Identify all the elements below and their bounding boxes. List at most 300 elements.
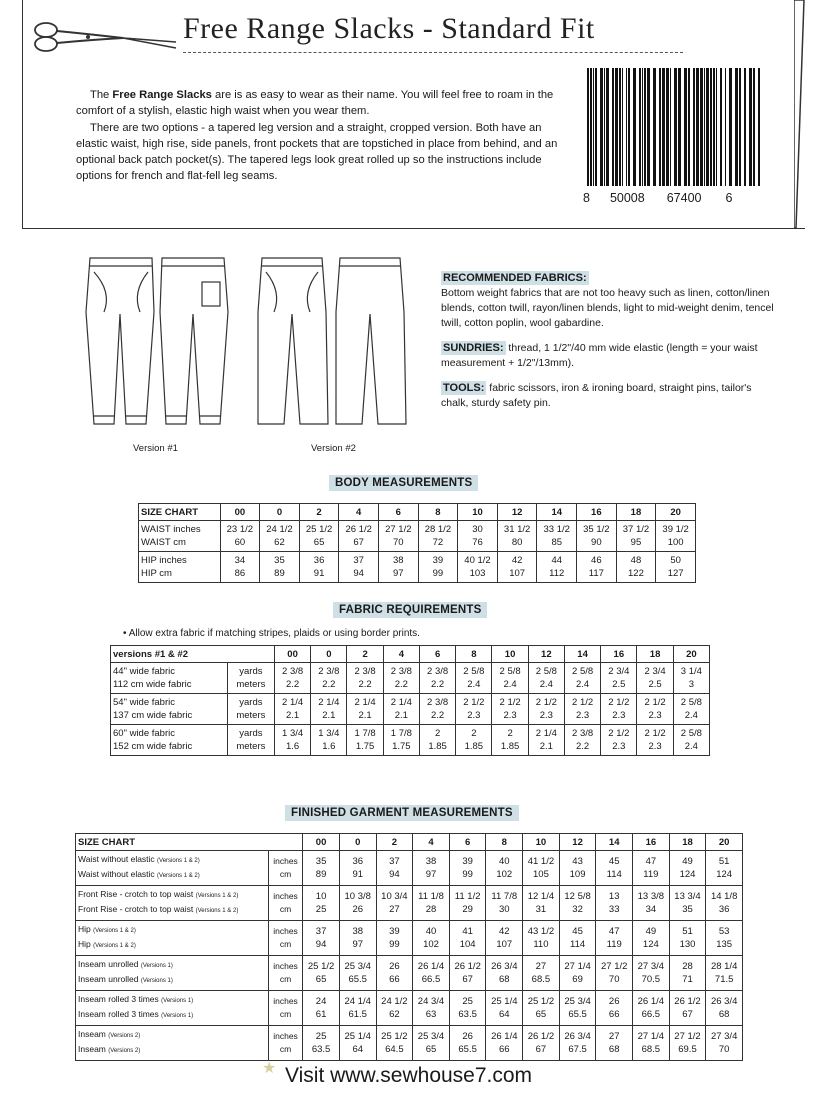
size-header: 00 — [220, 504, 260, 521]
measurement-cell: 26 1/2 67 — [449, 956, 486, 991]
barcode-bar — [633, 68, 636, 186]
table-row — [111, 694, 710, 725]
measurement-cell: 51 130 — [669, 921, 706, 956]
barcode-bar — [587, 68, 589, 186]
yardage-cell: 2 3/4 2.5 — [637, 663, 673, 694]
measurement-cell: 26 3/4 67.5 — [559, 1026, 596, 1061]
measurement-cell: 50 127 — [656, 552, 696, 583]
measurement-cell: 27 1/2 70 — [596, 956, 633, 991]
yardage-cell: 2 1/2 2.3 — [637, 725, 673, 756]
version-note: (Versions 2) — [108, 1048, 141, 1054]
measurement-cell: 36 91 — [339, 851, 376, 886]
version1-back-drawing — [160, 258, 228, 424]
measurement-cell: 25 3/4 65 — [413, 1026, 450, 1061]
size-header: 12 — [497, 504, 537, 521]
scissors-icon — [28, 18, 178, 58]
yardage-cell: 2 3/8 2.2 — [419, 663, 455, 694]
measurement-cell: 31 1/2 80 — [497, 521, 537, 552]
header-row — [139, 504, 696, 521]
measurement-cell: 26 66 — [596, 991, 633, 1026]
fabric-requirements-table — [110, 645, 710, 756]
size-header: 4 — [413, 834, 450, 851]
recommended-fabrics-text: Bottom weight fabrics that are not too heavy such as linen, cotton/linen blends, cotton twill, rayon/linen blends, light to mid-weight denim, tencel twill, cotton poplin, wool gabardine. — [441, 287, 774, 329]
measurement-cell: 24 3/4 63 — [413, 991, 450, 1026]
measurement-cell: 28 1/4 71.5 — [706, 956, 743, 991]
recommended-fabrics-block — [441, 271, 781, 331]
table-row — [76, 991, 743, 1026]
table-row — [76, 921, 743, 956]
barcode-bar — [595, 68, 597, 186]
measurement-cell: 13 3/8 34 — [633, 886, 670, 921]
yardage-cell: 2 5/8 2.4 — [528, 663, 564, 694]
size-header: 8 — [418, 504, 458, 521]
measurement-cell: 26 3/4 68 — [486, 956, 523, 991]
size-header: 10 — [523, 834, 560, 851]
barcode-bar — [710, 68, 712, 186]
measurement-cell: 27 1/2 70 — [378, 521, 418, 552]
size-header: 12 — [528, 646, 564, 663]
measurement-cell: 24 1/2 62 — [260, 521, 300, 552]
measurement-cell: 13 3/4 35 — [669, 886, 706, 921]
yardage-cell: 1 7/8 1.75 — [347, 725, 383, 756]
fabric-width-label: 60" wide fabric 152 cm wide fabric — [111, 725, 228, 756]
barcode-bar — [662, 68, 665, 186]
version-note: (Versions 1) — [161, 1013, 194, 1019]
barcode-bar — [626, 68, 627, 186]
intro-text — [76, 87, 571, 185]
version-note: (Versions 1 & 2) — [93, 943, 136, 949]
size-header: 2 — [347, 646, 383, 663]
measurement-cell: 40 1/2 103 — [458, 552, 498, 583]
measurement-cell: 45 114 — [559, 921, 596, 956]
yardage-cell: 1 7/8 1.75 — [383, 725, 419, 756]
measurement-cell: 26 1/2 67 — [339, 521, 379, 552]
row-label: Waist without elastic (Versions 1 & 2) Waist without elastic (Versions 1 & 2) — [76, 851, 269, 886]
measurement-cell: 23 1/2 60 — [220, 521, 260, 552]
measurement-cell: 47 119 — [596, 921, 633, 956]
unit-label: yards meters — [227, 663, 274, 694]
barcode-bar — [693, 68, 695, 186]
yardage-cell: 2 1/4 2.1 — [528, 725, 564, 756]
yardage-cell: 2 1.85 — [456, 725, 492, 756]
body-measurements-title: BODY MEASUREMENTS — [329, 475, 478, 491]
barcode-bar — [688, 68, 690, 186]
star-icon: ★ — [262, 1060, 277, 1077]
size-header: 18 — [669, 834, 706, 851]
measurement-cell: 25 3/4 65.5 — [339, 956, 376, 991]
measurement-cell: 45 114 — [596, 851, 633, 886]
version-note: (Versions 1) — [140, 978, 173, 984]
measurement-cell: 13 33 — [596, 886, 633, 921]
barcode-bar — [647, 68, 650, 186]
unit-label: inches cm — [268, 886, 302, 921]
size-header: 12 — [559, 834, 596, 851]
yardage-cell: 2 3/8 2.2 — [311, 663, 347, 694]
barcode-bar — [622, 68, 623, 186]
measurement-cell: 38 97 — [378, 552, 418, 583]
table-row — [139, 552, 696, 583]
page-title: Free Range Slacks - Standard Fit — [183, 12, 595, 45]
measurement-cell: 24 1/4 61.5 — [339, 991, 376, 1026]
measurement-cell: 28 71 — [669, 956, 706, 991]
measurement-cell: 27 1/4 69 — [559, 956, 596, 991]
size-header: 20 — [673, 646, 709, 663]
barcode-digit-group: 6 — [725, 191, 733, 205]
measurement-cell: 25 3/4 65.5 — [559, 991, 596, 1026]
size-chart-header: SIZE CHART — [139, 504, 221, 521]
unit-label: inches cm — [268, 991, 302, 1026]
fabric-width-label: 54" wide fabric 137 cm wide fabric — [111, 694, 228, 725]
measurement-cell: 49 124 — [669, 851, 706, 886]
yardage-cell: 2 1/4 2.1 — [383, 694, 419, 725]
size-header: 6 — [419, 646, 455, 663]
yardage-cell: 2 1/4 2.1 — [311, 694, 347, 725]
barcode-bar — [696, 68, 699, 186]
size-header: 10 — [458, 504, 498, 521]
measurement-cell: 27 1/2 69.5 — [669, 1026, 706, 1061]
yardage-cell: 2 1/4 2.1 — [274, 694, 310, 725]
measurement-cell: 26 66 — [376, 956, 413, 991]
table-row — [76, 851, 743, 886]
barcode-bar — [653, 68, 656, 186]
measurement-cell: 27 68 — [596, 1026, 633, 1061]
fabric-note: • Allow extra fabric if matching stripes, plaids or using border prints. — [123, 628, 420, 639]
size-header: 8 — [456, 646, 492, 663]
barcode-bar — [729, 68, 732, 186]
size-header: 00 — [303, 834, 340, 851]
size-header: 18 — [637, 646, 673, 663]
yardage-cell: 2 5/8 2.4 — [492, 663, 528, 694]
barcode-bar — [593, 68, 594, 186]
size-header: 0 — [339, 834, 376, 851]
size-header: 0 — [260, 504, 300, 521]
barcode-digit-group: 50008 — [609, 191, 645, 205]
measurement-cell: 37 94 — [339, 552, 379, 583]
version-note: (Versions 1) — [161, 998, 194, 1004]
yardage-cell: 2 1/2 2.3 — [456, 694, 492, 725]
yardage-cell: 2 3/4 2.5 — [601, 663, 637, 694]
barcode-bar — [720, 68, 722, 186]
measurement-cell: 35 1/2 90 — [577, 521, 617, 552]
size-header: 6 — [378, 504, 418, 521]
envelope-flap-edge — [794, 0, 806, 228]
measurement-cell: 11 1/2 29 — [449, 886, 486, 921]
measurement-cell: 26 1/2 67 — [523, 1026, 560, 1061]
barcode-bar — [644, 68, 646, 186]
measurement-cell: 38 97 — [339, 921, 376, 956]
yardage-cell: 2 1/2 2.3 — [601, 694, 637, 725]
row-label: Front Rise - crotch to top waist (Versions 1 & 2) Front Rise - crotch to top waist (Versions 1 & 2) — [76, 886, 269, 921]
size-header: 16 — [601, 646, 637, 663]
barcode-bar — [700, 68, 703, 186]
version2-front-drawing — [258, 258, 328, 424]
version2-back-drawing — [336, 258, 406, 424]
barcode-bar — [590, 68, 592, 186]
row-label: HIP inches HIP cm — [139, 552, 221, 583]
yardage-cell: 1 3/4 1.6 — [311, 725, 347, 756]
barcode-bar — [749, 68, 752, 186]
yardage-cell: 2 3/8 2.2 — [347, 663, 383, 694]
measurement-cell: 41 1/2 105 — [523, 851, 560, 886]
version-note: (Versions 1 & 2) — [157, 858, 200, 864]
measurement-cell: 27 3/4 70 — [706, 1026, 743, 1061]
version2-label: Version #2 — [311, 443, 356, 454]
barcode-bar — [735, 68, 738, 186]
tools-text: fabric scissors, iron & ironing board, straight pins, tailor's chalk, sturdy safety pin. — [441, 382, 752, 409]
barcode-bar — [674, 68, 677, 186]
unit-label: yards meters — [227, 725, 274, 756]
table-row — [139, 521, 696, 552]
version-note: (Versions 1 & 2) — [195, 893, 239, 899]
measurement-cell: 12 5/8 32 — [559, 886, 596, 921]
barcode-bar — [628, 68, 630, 186]
measurement-cell: 51 124 — [706, 851, 743, 886]
size-header: 00 — [274, 646, 310, 663]
barcode-bar — [659, 68, 661, 186]
size-header: 2 — [299, 504, 339, 521]
yardage-cell: 2 3/8 2.2 — [274, 663, 310, 694]
measurement-cell: 10 25 — [303, 886, 340, 921]
size-header: 18 — [616, 504, 656, 521]
measurement-cell: 35 89 — [260, 552, 300, 583]
barcode-bar — [642, 68, 643, 186]
measurement-cell: 40 102 — [413, 921, 450, 956]
size-header: 14 — [596, 834, 633, 851]
measurement-cell: 25 1/4 64 — [486, 991, 523, 1026]
versions-header: versions #1 & #2 — [111, 646, 275, 663]
measurement-cell: 43 109 — [559, 851, 596, 886]
barcode-bar — [713, 68, 715, 186]
yardage-cell: 2 1/2 2.3 — [492, 694, 528, 725]
measurement-cell: 24 1/2 62 — [376, 991, 413, 1026]
title-divider — [183, 52, 683, 53]
measurement-cell: 39 1/2 100 — [656, 521, 696, 552]
finished-garment-table — [75, 833, 743, 1061]
yardage-cell: 2 1/2 2.3 — [564, 694, 600, 725]
barcode-bar — [739, 68, 741, 186]
body-measurements-table — [138, 503, 696, 583]
tools-heading: TOOLS: — [443, 382, 485, 394]
measurement-cell: 25 63.5 — [449, 991, 486, 1026]
barcode-bar — [758, 68, 760, 186]
measurement-cell: 36 91 — [299, 552, 339, 583]
measurement-cell: 53 135 — [706, 921, 743, 956]
unit-label: yards meters — [227, 694, 274, 725]
sundries-heading: SUNDRIES: — [443, 342, 504, 354]
recommended-fabrics-heading: RECOMMENDED FABRICS: — [443, 272, 587, 284]
yardage-cell: 3 1/4 3 — [673, 663, 709, 694]
header-row — [111, 646, 710, 663]
size-header: 4 — [383, 646, 419, 663]
measurement-cell: 11 1/8 28 — [413, 886, 450, 921]
measurement-cell: 38 97 — [413, 851, 450, 886]
measurement-cell: 24 61 — [303, 991, 340, 1026]
measurement-cell: 46 117 — [577, 552, 617, 583]
measurement-cell: 39 99 — [376, 921, 413, 956]
measurement-cell: 35 89 — [303, 851, 340, 886]
measurement-cell: 30 76 — [458, 521, 498, 552]
measurement-cell: 26 1/4 66.5 — [413, 956, 450, 991]
yardage-cell: 2 1.85 — [492, 725, 528, 756]
table-row — [76, 956, 743, 991]
barcode-digit-group: 8 — [583, 191, 590, 205]
measurement-cell: 11 7/8 30 — [486, 886, 523, 921]
finished-garment-title: FINISHED GARMENT MEASUREMENTS — [285, 805, 519, 821]
header-row — [76, 834, 743, 851]
yardage-cell: 2 5/8 2.4 — [673, 694, 709, 725]
technical-drawings — [82, 252, 422, 437]
yardage-cell: 2 5/8 2.4 — [673, 725, 709, 756]
measurement-cell: 39 99 — [449, 851, 486, 886]
size-header: 20 — [656, 504, 696, 521]
yardage-cell: 2 3/8 2.2 — [419, 694, 455, 725]
size-header: 2 — [376, 834, 413, 851]
table-row — [111, 663, 710, 694]
sundries-text: thread, 1 1/2"/40 mm wide elastic (length = your waist measurement + 1/2"/13mm). — [441, 342, 758, 369]
sundries-block — [441, 341, 781, 371]
version1-front-drawing — [86, 258, 154, 424]
row-label: Inseam unrolled (Versions 1) Inseam unrolled (Versions 1) — [76, 956, 269, 991]
barcode-bar — [606, 68, 609, 186]
size-header: 6 — [449, 834, 486, 851]
yardage-cell: 2 3/8 2.2 — [383, 663, 419, 694]
barcode — [585, 68, 765, 190]
yardage-cell: 2 1/2 2.3 — [528, 694, 564, 725]
version-note: (Versions 1 & 2) — [195, 908, 239, 914]
unit-label: inches cm — [268, 1026, 302, 1061]
yardage-cell: 2 3/8 2.2 — [564, 725, 600, 756]
version-note: (Versions 1 & 2) — [157, 873, 200, 879]
unit-label: inches cm — [268, 921, 302, 956]
size-header: 20 — [706, 834, 743, 851]
size-header: 16 — [633, 834, 670, 851]
yardage-cell: 2 5/8 2.4 — [456, 663, 492, 694]
barcode-bar — [666, 68, 669, 186]
measurement-cell: 26 65.5 — [449, 1026, 486, 1061]
size-header: 16 — [577, 504, 617, 521]
measurement-cell: 12 1/4 31 — [523, 886, 560, 921]
version-note: (Versions 1 & 2) — [93, 928, 136, 934]
barcode-bar — [704, 68, 705, 186]
size-header: 8 — [486, 834, 523, 851]
yardage-cell: 1 3/4 1.6 — [274, 725, 310, 756]
size-header: 14 — [564, 646, 600, 663]
measurement-cell: 37 94 — [303, 921, 340, 956]
measurement-cell: 14 1/8 36 — [706, 886, 743, 921]
barcode-bar — [753, 68, 755, 186]
measurement-cell: 25 63.5 — [303, 1026, 340, 1061]
barcode-bar — [619, 68, 621, 186]
measurement-cell: 37 94 — [376, 851, 413, 886]
barcode-bar — [615, 68, 618, 186]
measurement-cell: 27 68.5 — [523, 956, 560, 991]
measurement-cell: 28 1/2 72 — [418, 521, 458, 552]
barcode-bar — [600, 68, 603, 186]
table-row — [76, 886, 743, 921]
measurement-cell: 33 1/2 85 — [537, 521, 577, 552]
unit-label: inches cm — [268, 956, 302, 991]
version-note: (Versions 1) — [140, 963, 173, 969]
row-label: Inseam rolled 3 times (Versions 1) Inseam rolled 3 times (Versions 1) — [76, 991, 269, 1026]
yardage-cell: 2 5/8 2.4 — [564, 663, 600, 694]
measurement-cell: 25 1/2 65 — [299, 521, 339, 552]
intro-paragraph-1: The Free Range Slacks are is as easy to wear as their name. You will feel free to roam in the comfort of a stylish, elastic high waist when you wear them. — [76, 89, 554, 118]
size-header: 14 — [537, 504, 577, 521]
measurement-cell: 47 119 — [633, 851, 670, 886]
yardage-cell: 2 1/2 2.3 — [637, 694, 673, 725]
barcode-bar — [706, 68, 709, 186]
measurement-cell: 40 102 — [486, 851, 523, 886]
row-label: Inseam (Versions 2) Inseam (Versions 2) — [76, 1026, 269, 1061]
table-row — [76, 1026, 743, 1061]
measurement-cell: 26 1/4 66.5 — [633, 991, 670, 1026]
table-row — [111, 725, 710, 756]
measurement-cell: 26 3/4 68 — [706, 991, 743, 1026]
measurement-cell: 34 86 — [220, 552, 260, 583]
barcode-bar — [716, 68, 717, 186]
measurement-cell: 27 3/4 70.5 — [633, 956, 670, 991]
measurement-cell: 26 1/4 66 — [486, 1026, 523, 1061]
unit-label: inches cm — [268, 851, 302, 886]
measurement-cell: 49 124 — [633, 921, 670, 956]
fabric-width-label: 44" wide fabric 112 cm wide fabric — [111, 663, 228, 694]
measurement-cell: 25 1/2 65 — [303, 956, 340, 991]
materials-section — [441, 271, 781, 421]
measurement-cell: 10 3/8 26 — [339, 886, 376, 921]
barcode-digit-group: 67400 — [666, 191, 702, 205]
measurement-cell: 25 1/2 64.5 — [376, 1026, 413, 1061]
barcode-bar — [612, 68, 614, 186]
barcode-digits — [583, 191, 773, 205]
measurement-cell: 10 3/4 27 — [376, 886, 413, 921]
yardage-cell: 2 1.85 — [419, 725, 455, 756]
size-header: 4 — [339, 504, 379, 521]
version1-label: Version #1 — [133, 443, 178, 454]
measurement-cell: 37 1/2 95 — [616, 521, 656, 552]
barcode-bar — [744, 68, 746, 186]
measurement-cell: 26 1/2 67 — [669, 991, 706, 1026]
measurement-cell: 44 112 — [537, 552, 577, 583]
measurement-cell: 48 122 — [616, 552, 656, 583]
barcode-bar — [684, 68, 687, 186]
measurement-cell: 41 104 — [449, 921, 486, 956]
version-note: (Versions 2) — [108, 1033, 141, 1039]
measurement-cell: 43 1/2 110 — [523, 921, 560, 956]
tools-block — [441, 381, 781, 411]
barcode-bar — [670, 68, 671, 186]
row-label: WAIST inches WAIST cm — [139, 521, 221, 552]
website-link[interactable]: Visit www.sewhouse7.com — [285, 1064, 533, 1087]
measurement-cell: 25 1/4 64 — [339, 1026, 376, 1061]
barcode-bar — [604, 68, 605, 186]
measurement-cell: 42 107 — [497, 552, 537, 583]
barcode-bar — [678, 68, 681, 186]
intro-paragraph-2: There are two options - a tapered leg version and a straight, cropped version. Both have an elastic waist, high rise, side panels, front pockets that are topstiched in place from behind, and an optional back patch pocket(s). The tapered legs look great rolled up so the instructions include options for french and flat-fell leg seams. — [76, 121, 558, 183]
size-header: 10 — [492, 646, 528, 663]
measurement-cell: 42 107 — [486, 921, 523, 956]
row-label: Hip (Versions 1 & 2) Hip (Versions 1 & 2) — [76, 921, 269, 956]
measurement-cell: 39 99 — [418, 552, 458, 583]
measurement-cell: 27 1/4 68.5 — [633, 1026, 670, 1061]
barcode-bar — [639, 68, 641, 186]
size-chart-header: SIZE CHART — [76, 834, 303, 851]
size-header: 0 — [311, 646, 347, 663]
yardage-cell: 2 1/2 2.3 — [601, 725, 637, 756]
fabric-requirements-title: FABRIC REQUIREMENTS — [333, 602, 487, 618]
barcode-bar — [725, 68, 726, 186]
measurement-cell: 25 1/2 65 — [523, 991, 560, 1026]
yardage-cell: 2 1/4 2.1 — [347, 694, 383, 725]
